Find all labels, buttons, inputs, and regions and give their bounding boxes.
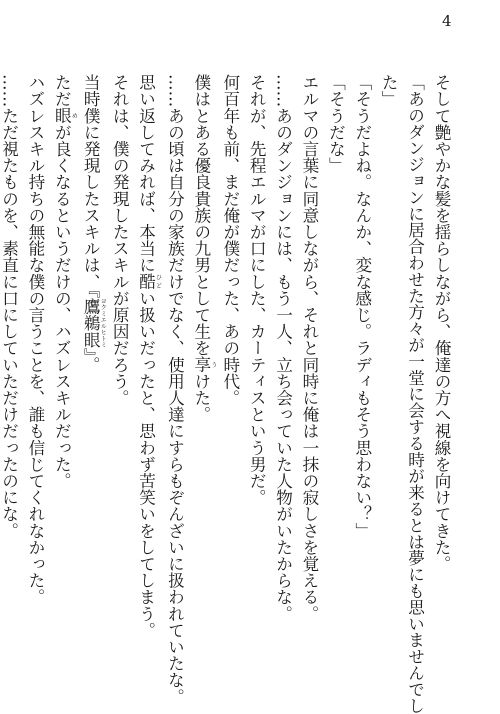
text-line: 「そうだよね。なんか、変な感じ。ラディもそう思わない？」 (352, 74, 372, 539)
line-text-before: ただ (52, 74, 72, 108)
line-text-after: い扱いだったと、思わず苦笑いをしてしまう。 (136, 289, 156, 639)
vertical-text-body (0, 74, 454, 714)
text-line: それは、僕の発現したスキルが原因だろう。 (110, 74, 130, 406)
line-text-after: 』。 (81, 347, 101, 373)
text-line: ……あのダンジョンには、もう一人、立ち会っていた人物がいたからな。 (273, 74, 293, 622)
text-line: た」 (379, 74, 399, 108)
page-number: 4 (442, 12, 452, 30)
text-line-with-ruby (132, 74, 161, 674)
ruby-base: 眼 (52, 107, 72, 124)
ruby-word (136, 273, 162, 290)
ruby-reading: ひど (154, 273, 162, 290)
text-line: 「そうだな」 (326, 74, 346, 174)
text-line: ……ただ視たものを、素直に口にしていただけだったのにな。 (0, 74, 19, 539)
text-line: 「あのダンジョンに居合わせた方々が一堂に会する時が来るとは夢にも思いませんでし (405, 74, 425, 714)
text-line: エルマの言葉に同意しながら、それと同時に俺は一抹の寂しさを覚える。 (299, 74, 319, 622)
line-text-before: 思い返してみれば、本当に (136, 74, 156, 274)
text-line: 何百年も前、まだ俺が僕だった、あの時代。 (220, 74, 240, 406)
line-text-after: けた。 (191, 372, 211, 423)
line-text-before: 僕はとある優良貴族の九男として生を (191, 74, 211, 357)
text-line: ハズレスキル持ちの無能な僕の言うことを、誰も信じてくれなかった。 (25, 74, 45, 606)
ruby-reading: う (209, 356, 217, 373)
text-line-with-ruby (48, 74, 77, 674)
ruby-word (52, 107, 78, 124)
text-line-with-ruby (77, 74, 106, 674)
text-line: それが、先程エルマが口にした、カーティスという男だ。 (247, 74, 267, 506)
line-text-before: 当時僕に発現したスキルは、『 (81, 74, 101, 299)
ruby-base: 享 (191, 356, 211, 373)
ruby-word (191, 356, 217, 373)
ruby-base: 酷 (136, 273, 156, 290)
ruby-base: 鷹鵜眼 (81, 298, 101, 348)
line-text-after: が良くなるというだけの、ハズレスキルだった。 (52, 123, 72, 490)
ruby-reading: ヨクミエルヒトミ (99, 298, 107, 348)
text-line: そして艶やかな髪を揺らしながら、俺達の方へ視線を向けてきた。 (432, 74, 451, 572)
ruby-reading: め (70, 107, 78, 124)
ruby-word (81, 298, 107, 348)
text-line-with-ruby (187, 74, 216, 674)
text-line: ……あの頃は自分の家族だけでなく、使用人達にすらもぞんざいに扱われていたな。 (165, 74, 185, 705)
